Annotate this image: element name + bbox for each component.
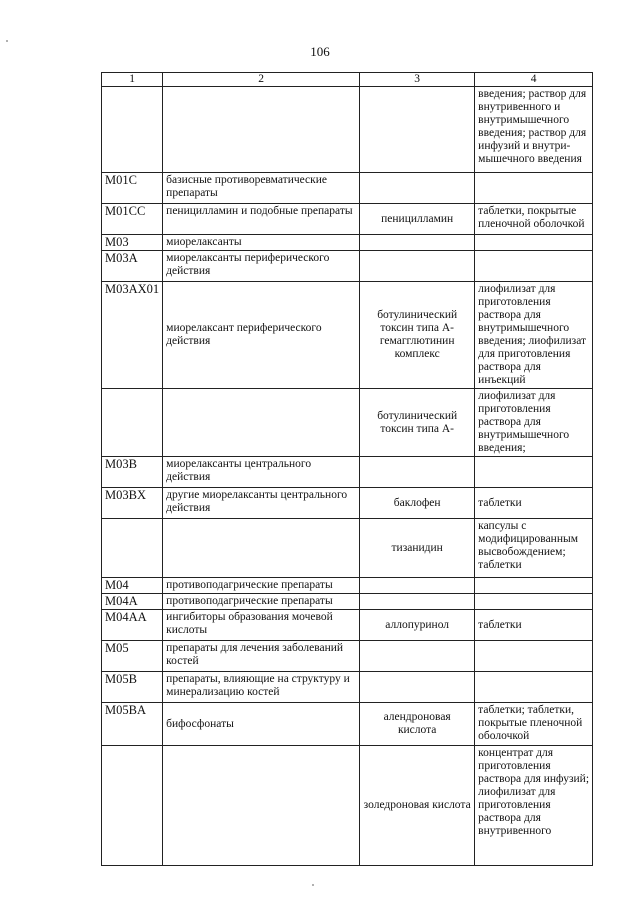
group-cell [163,746,360,866]
atc-code-cell: M04A [102,594,163,610]
group-cell: ингибиторы образования мочевой кислоты [163,610,360,641]
atc-code-cell: M04AA [102,610,163,641]
group-cell: миорелаксанты периферического действия [163,251,360,282]
table-row [102,251,593,282]
table-row [102,204,593,235]
atc-code-cell: M03 [102,235,163,251]
drug-name-cell [360,457,475,488]
atc-code-cell [102,746,163,866]
dosage-form-cell [475,235,593,251]
group-cell: миорелаксанты [163,235,360,251]
drug-table [101,72,593,866]
table-row [102,173,593,204]
group-cell [163,389,360,457]
table-row [102,578,593,594]
group-cell: базисные противоревматические препараты [163,173,360,204]
atc-code-cell: M05 [102,641,163,672]
group-cell: миорелаксанты центрального действия [163,457,360,488]
atc-code-cell: M01C [102,173,163,204]
table-row [102,641,593,672]
dosage-form-cell: таблетки [475,610,593,641]
atc-code-cell: M03BX [102,488,163,519]
group-cell [163,519,360,578]
table-row [102,87,593,173]
table-row [102,488,593,519]
atc-code-cell: M03A [102,251,163,282]
atc-code-cell [102,389,163,457]
atc-code-cell: M05BA [102,703,163,746]
dosage-form-cell [475,594,593,610]
atc-code-cell: M03AX01 [102,282,163,389]
group-cell: препараты для лечения заболеваний костей [163,641,360,672]
dosage-form-cell [475,173,593,204]
page-number: 106 [310,44,330,59]
scan-speck [312,884,314,886]
drug-name-cell [360,641,475,672]
dosage-form-cell: капсулы с модифицированным высвобождением; таблетки [475,519,593,578]
group-cell: противоподагрические препараты [163,594,360,610]
dosage-form-cell: введения; раствор для внутривенного и внутримышечного введения; раствор для инфузий и внутри-мышечного введения [475,87,593,173]
drug-name-cell [360,251,475,282]
column-header-group: 2 [163,73,360,87]
drug-name-cell: ботулинический токсин типа А-гемагглютинин комплекс [360,282,475,389]
drug-name-cell: баклофен [360,488,475,519]
dosage-form-cell [475,641,593,672]
group-cell [163,87,360,173]
atc-code-cell [102,87,163,173]
drug-name-cell: аллопуринол [360,610,475,641]
drug-name-cell: золедроновая кислота [360,746,475,866]
table-row [102,519,593,578]
drug-name-cell [360,578,475,594]
table-row [102,610,593,641]
dosage-form-cell [475,251,593,282]
dosage-form-cell: таблетки; таблетки, покрытые пленочной оболочкой [475,703,593,746]
table-row [102,594,593,610]
atc-code-cell [102,519,163,578]
dosage-form-cell: таблетки [475,488,593,519]
drug-name-cell [360,235,475,251]
column-header-name: 3 [360,73,475,87]
column-header-form: 4 [475,73,593,87]
dosage-form-cell [475,457,593,488]
group-cell: пеницилламин и подобные препараты [163,204,360,235]
table-row [102,746,593,866]
atc-code-cell: M03B [102,457,163,488]
drug-name-cell [360,173,475,204]
drug-name-cell [360,87,475,173]
table-row [102,703,593,746]
scan-speck [6,40,8,42]
group-cell: другие миорелаксанты центрального действия [163,488,360,519]
drug-name-cell: алендроновая кислота [360,703,475,746]
table-header-row [102,73,593,87]
atc-code-cell: M05B [102,672,163,703]
dosage-form-cell [475,578,593,594]
atc-code-cell: M04 [102,578,163,594]
dosage-form-cell [475,672,593,703]
drug-name-cell [360,672,475,703]
drug-name-cell: тизанидин [360,519,475,578]
table-row [102,282,593,389]
table-row [102,235,593,251]
dosage-form-cell: лиофилизат для приготовления раствора для внутримышечного введения; лиофилизат для приготовления раствора для инъекций [475,282,593,389]
table-row [102,457,593,488]
table-row [102,672,593,703]
group-cell: препараты, влияющие на структуру и минерализацию костей [163,672,360,703]
table-row [102,389,593,457]
column-header-code: 1 [102,73,163,87]
group-cell: миорелаксант периферического действия [163,282,360,389]
drug-name-cell [360,594,475,610]
atc-code-cell: M01CC [102,204,163,235]
dosage-form-cell: таблетки, покрытые пленочной оболочкой [475,204,593,235]
dosage-form-cell: лиофилизат для приготовления раствора для внутримышечного введения; [475,389,593,457]
group-cell: бифосфонаты [163,703,360,746]
group-cell: противоподагрические препараты [163,578,360,594]
dosage-form-cell: концентрат для приготовления раствора для инфузий; лиофилизат для приготовления раствора для внутривенного [475,746,593,866]
drug-name-cell: пеницилламин [360,204,475,235]
drug-name-cell: ботулинический токсин типа А- [360,389,475,457]
